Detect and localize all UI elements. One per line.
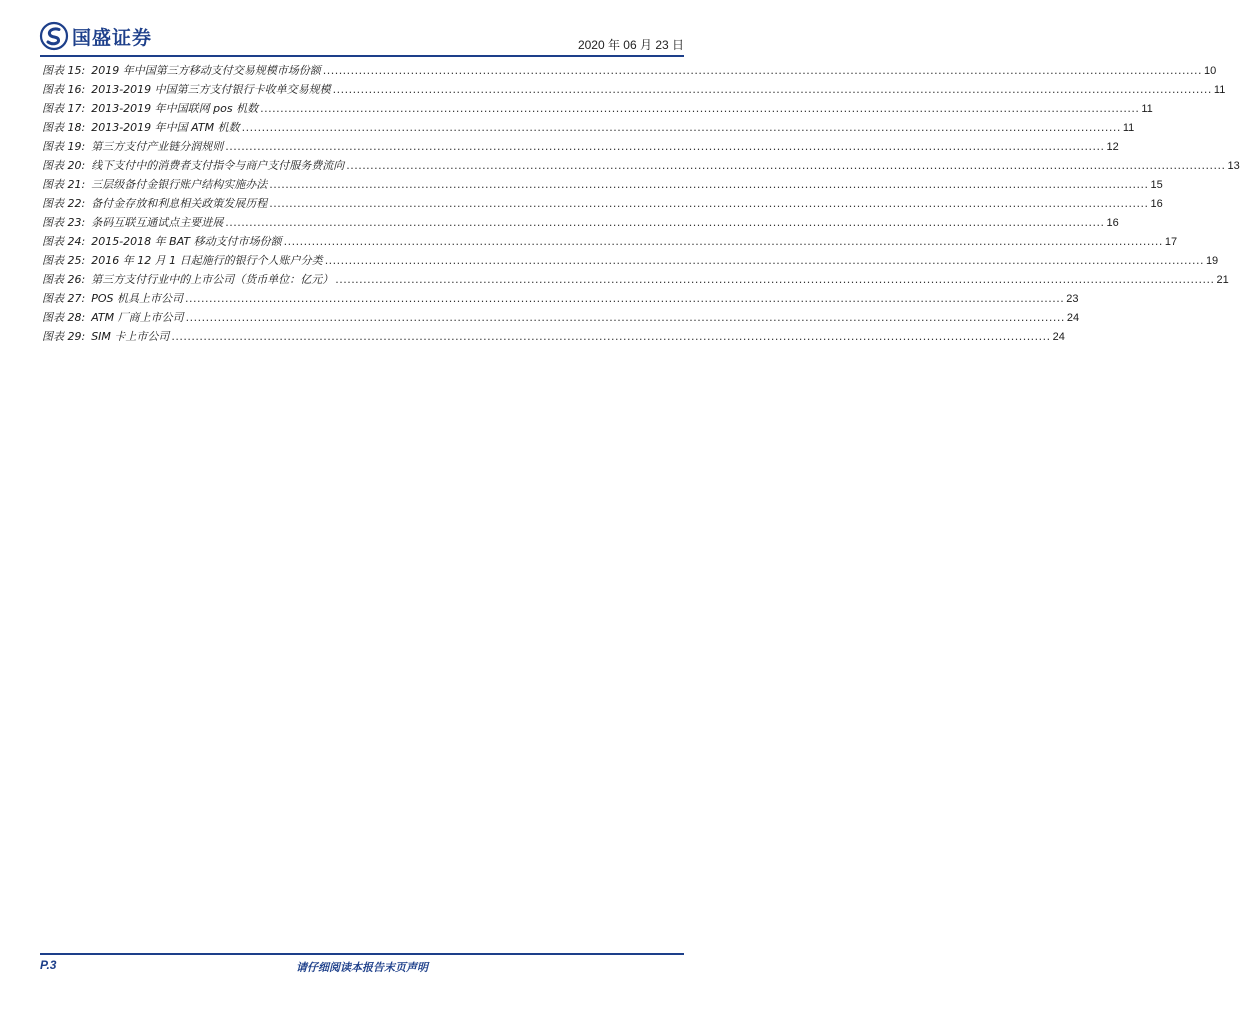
toc-page-number: 17	[1164, 236, 1178, 248]
toc-entry[interactable]	[42, 309, 1080, 328]
toc-figure-label: 图表 29:	[42, 330, 86, 343]
toc-figure-label: 图表 22:	[42, 197, 86, 210]
toc-dot-leader: ............................................................................................................................................................................................................................	[185, 311, 1065, 324]
toc-figure-title: 备付金存放和利息相关政策发展历程	[91, 197, 268, 210]
toc-page-number: 12	[1106, 141, 1119, 153]
toc-dot-leader: ............................................................................................................................................................................................................................	[332, 83, 1212, 96]
toc-figure-label: 图表 17:	[42, 102, 86, 115]
toc-entry[interactable]	[42, 214, 1119, 233]
toc-figure-title: 三层级备付金银行账户结构实施办法	[91, 178, 268, 191]
report-date: 2020 年 06 月 23 日	[577, 38, 684, 52]
toc-figure-title: 2013-2019 年中国联网 pos 机数	[91, 102, 259, 115]
toc-page-number: 15	[1150, 179, 1163, 191]
toc-page-number: 13	[1227, 160, 1240, 172]
toc-page-number: 24	[1066, 312, 1080, 324]
toc-figure-title: ATM 厂商上市公司	[91, 311, 184, 324]
toc-dot-leader: ............................................................................................................................................................................................................................	[171, 330, 1051, 343]
toc-figure-label: 图表 21:	[42, 178, 86, 191]
toc-entry[interactable]	[42, 138, 1119, 157]
toc-page-number: 16	[1150, 198, 1163, 210]
toc-dot-leader: ............................................................................................................................................................................................................................	[241, 121, 1121, 134]
toc-figure-label: 图表 28:	[42, 311, 86, 324]
toc-page-number: 21	[1216, 274, 1229, 286]
toc-entry[interactable]	[42, 195, 1163, 214]
toc-page-number: 23	[1066, 293, 1079, 305]
toc-dot-leader: ............................................................................................................................................................................................................................	[269, 178, 1149, 191]
toc-page-number: 11	[1213, 84, 1226, 96]
toc-figure-title: 2019 年中国第三方移动支付交易规模市场份额	[91, 64, 321, 77]
toc-page-number: 16	[1106, 217, 1119, 229]
toc-dot-leader: ............................................................................................................................................................................................................................	[335, 273, 1215, 286]
toc-dot-leader: ............................................................................................................................................................................................................................	[283, 235, 1163, 248]
toc-figure-label: 图表 27:	[42, 292, 86, 305]
toc-entry[interactable]	[42, 252, 1219, 271]
figure-list	[42, 62, 1240, 347]
toc-dot-leader: ............................................................................................................................................................................................................................	[322, 64, 1202, 77]
toc-entry[interactable]	[42, 157, 1240, 176]
toc-page-number: 24	[1052, 331, 1065, 343]
toc-entry[interactable]	[42, 62, 1217, 81]
guosheng-logo-icon	[40, 22, 68, 50]
toc-figure-label: 图表 15:	[42, 64, 86, 77]
toc-figure-title: 线下支付中的消费者支付指令与商户支付服务费流向	[91, 159, 345, 172]
toc-figure-label: 图表 20:	[42, 159, 86, 172]
toc-figure-label: 图表 24:	[42, 235, 86, 248]
toc-page-number: 11	[1122, 122, 1135, 134]
toc-dot-leader: ............................................................................................................................................................................................................................	[269, 197, 1149, 210]
toc-figure-label: 图表 26:	[42, 273, 86, 286]
toc-figure-title: 第三方支付产业链分润规则	[91, 140, 224, 153]
toc-figure-title: POS 机具上市公司	[91, 292, 183, 305]
toc-dot-leader: ............................................................................................................................................................................................................................	[346, 159, 1226, 172]
toc-figure-label: 图表 23:	[42, 216, 86, 229]
disclaimer-note: 请仔细阅读本报告末页声明	[296, 961, 428, 974]
toc-figure-label: 图表 19:	[42, 140, 86, 153]
toc-figure-title: 2015-2018 年 BAT 移动支付市场份额	[91, 235, 282, 248]
toc-entry[interactable]	[42, 100, 1153, 119]
toc-dot-leader: ............................................................................................................................................................................................................................	[225, 216, 1105, 229]
toc-entry[interactable]	[42, 81, 1226, 100]
toc-entry[interactable]	[42, 290, 1079, 309]
toc-figure-label: 图表 25:	[42, 254, 86, 267]
page-header	[0, 0, 724, 60]
toc-figure-title: SIM 卡上市公司	[91, 330, 170, 343]
page-number: P.3	[40, 958, 57, 972]
toc-figure-title: 2013-2019 中国第三方支付银行卡收单交易规模	[91, 83, 331, 96]
toc-figure-title: 第三方支付行业中的上市公司（货币单位：亿元）	[91, 273, 334, 286]
toc-page-number: 11	[1141, 103, 1153, 115]
toc-figure-title: 条码互联互通试点主要进展	[91, 216, 224, 229]
toc-figure-label: 图表 18:	[42, 121, 86, 134]
brand-name: 国盛证券	[72, 26, 153, 49]
toc-dot-leader: ............................................................................................................................................................................................................................	[225, 140, 1105, 153]
toc-figure-label: 图表 16:	[42, 83, 86, 96]
toc-figure-title: 2016 年 12 月 1 日起施行的银行个人账户分类	[91, 254, 323, 267]
header-divider	[40, 55, 684, 57]
toc-entry[interactable]	[42, 328, 1065, 347]
footer-divider	[40, 953, 684, 955]
toc-dot-leader: ............................................................................................................................................................................................................................	[260, 102, 1140, 115]
toc-dot-leader: ............................................................................................................................................................................................................................	[324, 254, 1204, 267]
toc-entry[interactable]	[42, 233, 1178, 252]
toc-entry[interactable]	[42, 271, 1229, 290]
brand-logo	[40, 22, 152, 50]
toc-entry[interactable]	[42, 119, 1135, 138]
toc-entry[interactable]	[42, 176, 1163, 195]
toc-page-number: 10	[1203, 65, 1217, 77]
toc-dot-leader: ............................................................................................................................................................................................................................	[184, 292, 1065, 305]
toc-figure-title: 2013-2019 年中国 ATM 机数	[91, 121, 240, 134]
toc-page-number: 19	[1205, 255, 1219, 267]
